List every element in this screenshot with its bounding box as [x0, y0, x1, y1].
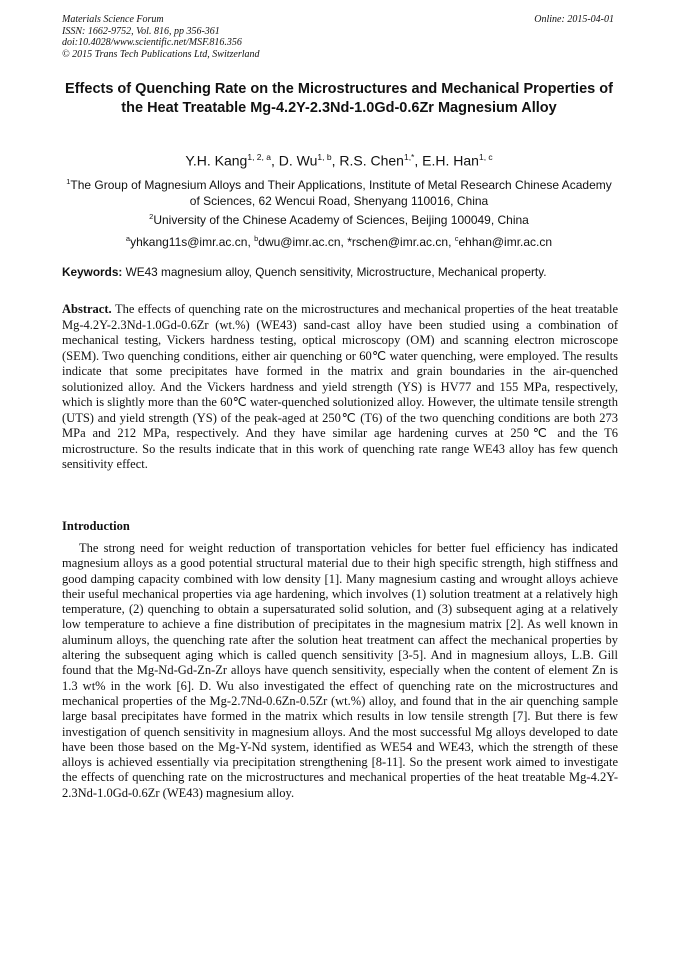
email-mark: b: [254, 234, 259, 243]
email-address: dwu@imr.ac.cn,: [258, 235, 344, 249]
abstract-label: Abstract.: [62, 302, 112, 316]
author-affiliation-mark: 1, c: [478, 152, 493, 162]
journal-header: [62, 14, 260, 60]
author-affiliation-mark: 1, b: [317, 152, 332, 162]
abstract-paragraph: [62, 302, 618, 473]
email-address: *rschen@imr.ac.cn,: [347, 235, 452, 249]
author-name: D. Wu: [278, 152, 318, 169]
journal-name: Materials Science Forum: [62, 14, 164, 25]
issn-line: ISSN: 1662-9752, Vol. 816, pp 356-361: [62, 25, 220, 37]
author-name: E.H. Han: [422, 152, 479, 169]
affiliation-mark: 2: [149, 212, 154, 221]
doi-line: doi:10.4028/www.scientific.net/MSF.816.356: [62, 37, 242, 48]
affiliation-mark: 1: [66, 177, 71, 186]
author-name: Y.H. Kang: [185, 152, 248, 169]
abstract-text: The effects of quenching rate on the microstructures and mechanical properties of the heat treatable Mg-4.2Y-2.3Nd-1.0Gd-0.6Zr (wt.%) (WE43) sand-cast alloy have been studied using a combination of mechanical testing, Vickers hardness testing, optical microscopy (OM) and scanning electron microscope (SEM). Two quenching conditions, either air quenching or 60℃ water quenching, were employed. The results indicate that some precipitates have formed in the matrix and grain boundaries in the air-quenched solutionized alloy. And the Vickers hardness and yield strength (YS) is HV77 and 155 MPa, respectively, which is slightly more than the 60℃ water-quenched solutionized alloy. However, the ultimate tensile strength (UTS) and yield strength (YS) of the peak-aged at 250℃ (T6) of the two quenching conditions are both 273 MPa and 212 MPa, respectively. And they have similar age hardening curves at 250℃ and the T6 microstructure. So the results indicate that in this work of quenching rate range WE43 alloy has few quench sensitivity effect.: [62, 302, 619, 471]
affiliation-text: University of the Chinese Academy of Sciences, Beijing 100049, China: [153, 213, 529, 227]
email-list: [62, 231, 616, 250]
author-affiliation-mark: 1, 2, a: [247, 152, 271, 162]
keywords-label: Keywords:: [62, 265, 123, 279]
author-name: R.S. Chen: [339, 152, 404, 169]
introduction-paragraph: The strong need for weight reduction of transportation vehicles for better fuel efficiency has indicated magnesium alloys as a good potential structural material due to their high specific strength, high stiffness and good damping capacity combined with low density [1]. Many magnesium casting and wrought alloys achieve their useful mechanical properties via age hardening, which involves (1) solution treatment at a relatively high temperature, (2) quenching to obtain a supersaturated solid solution, and (3) subsequent aging at a relatively low temperature to achieve a fine distribution of precipitates in the magnesium matrix [2]. As well known in aluminum alloys, the quenching rate after the solution heat treatment can affect the mechanical properties by altering the subsequent aging which is called quench sensitivity [3-5]. And in magnesium alloys, L.B. Gill found that the Mg-Nd-Gd-Zn-Zr alloys have quench sensitivity, especially when the content of element Zn is 1.3 wt% in the work [6]. D. Wu also investigated the effect of quenching rate on the microstructures and mechanical properties of the Mg-2.7Nd-0.6Zn-0.5Zr (wt.%) alloy, and found that in the air quenching sample large basal precipitates have formed in the matrix which results in low tensile strength [7]. But there is few investigation of quench sensitivity in magnesium alloys. And the most successful Mg alloys developed to date have been those based on the Mg-Y-Nd system, identified as WE54 and WE43, which the strength of these alloys is achieved essentially via precipitation strengthening [8-11]. So the present work aimed to investigate the effects of quenching rate on the microstructures and mechanical properties of the heat treatable Mg-4.2Y-2.3Nd-1.0Gd-0.6Zr (WE43) magnesium alloy.: [62, 541, 618, 800]
affiliation-1: [62, 174, 616, 209]
email-mark: a: [125, 234, 131, 243]
author-affiliation-mark: 1,*: [403, 152, 415, 162]
introduction-heading: Introduction: [62, 519, 130, 533]
online-date: Online: 2015-04-01: [534, 14, 614, 25]
affiliation-text: The Group of Magnesium Alloys and Their Applications, Institute of Metal Research Chinese Academy of Sciences, 62 Wencui Road, Shenyang 110016, China: [70, 178, 612, 208]
affiliation-2: [62, 209, 616, 228]
email-mark: c: [454, 234, 459, 243]
email-address: ehhan@imr.ac.cn: [458, 235, 553, 249]
paper-title: Effects of Quenching Rate on the Microstructures and Mechanical Properties of the Heat Treatable Mg-4.2Y-2.3Nd-1.0Gd-0.6Zr Magnesium Alloy: [65, 81, 613, 116]
keywords-line: [62, 265, 618, 280]
author-list: Y.H. Kang$^{1, 2, a}$, D. Wu$^{1, b}$, R.S. Chen$^{1,*}$, E.H. Han$^{1, c}$: [185, 152, 493, 169]
keywords-text: WE43 magnesium alloy, Quench sensitivity, Microstructure, Mechanical property.: [125, 265, 547, 279]
copyright-line: © 2015 Trans Tech Publications Ltd, Switzerland: [62, 48, 260, 60]
email-address: yhkang11s@imr.ac.cn,: [130, 235, 251, 249]
